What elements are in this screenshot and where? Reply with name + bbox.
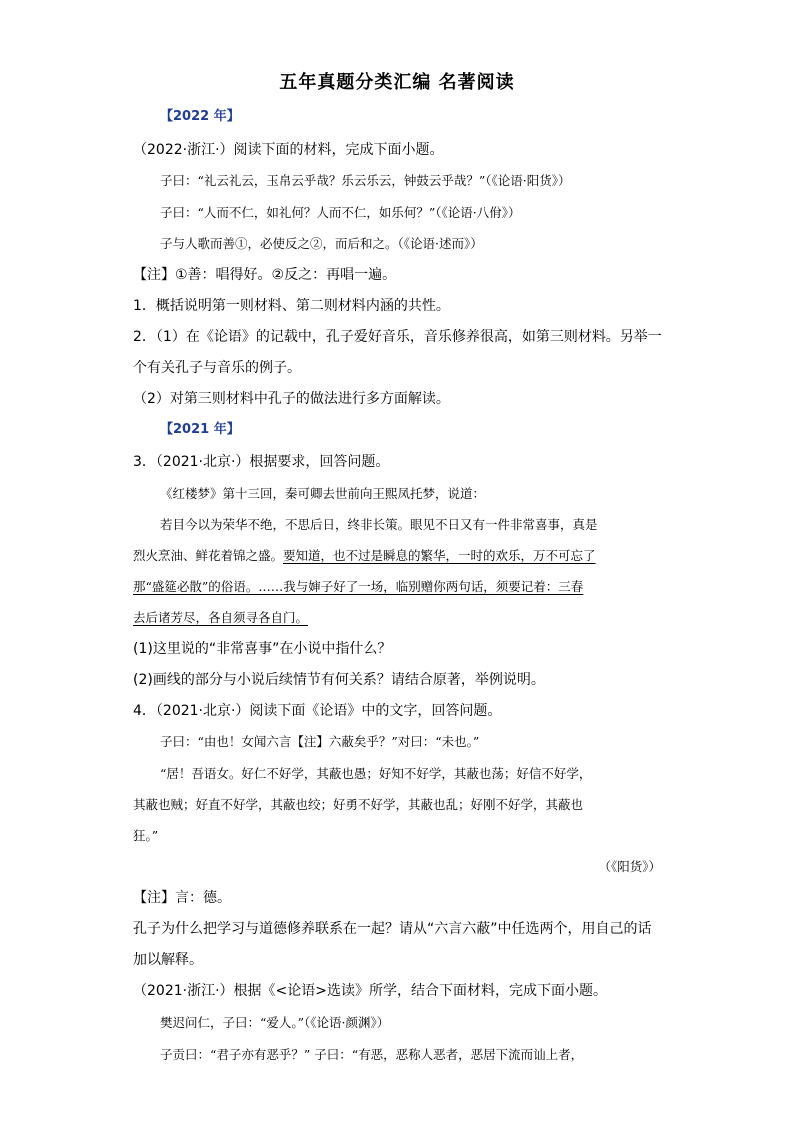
hongloumeng-line-3-underlined: 那“盛筵必散”的俗语。……我与婶子好了一场，临别赠你两句话，须要记着：三春 xyxy=(133,579,584,594)
year-heading-2022: 【2022 年】 xyxy=(160,109,240,124)
question-4-line-2: 加以解释。 xyxy=(133,952,203,968)
hongloumeng-line-2a: 烈火烹油、鲜花着锦之盛。 xyxy=(133,548,284,563)
question-3-sub-1: (1)这里说的“非常喜事”在小说中指什么？ xyxy=(133,641,392,657)
material-2: 子曰：“人而不仁，如礼何？人而不仁，如乐何？”（《论语·八佾》） xyxy=(160,205,521,220)
hongloumeng-line-1: 若目今以为荣华不绝，不思后日，终非长策。眼见不日又有一件非常喜事，真是 xyxy=(160,517,598,532)
hongloumeng-line-2b-underlined: 要知道，也不过是瞬息的繁华，一时的欢乐，万不可忘了 xyxy=(283,548,596,563)
lunyu-line-1: 子曰：“由也！女闻六言【注】六蔽矣乎？”对曰：“未也。” xyxy=(160,734,480,749)
hongloumeng-line-4-underlined: 去后诸芳尽，各自须寻各自门。 xyxy=(133,610,309,625)
material-3: 子与人歌而善①，必使反之②，而后和之。（《论语·述而》） xyxy=(160,236,483,251)
question-4-intro: 4．（2021·北京·）阅读下面《论语》中的文字，回答问题。 xyxy=(133,703,502,719)
year-heading-2021: 【2021 年】 xyxy=(160,422,240,437)
question-2-part1-line2: 个有关孔子与音乐的例子。 xyxy=(133,360,301,376)
question-5-intro: （2021·浙江·）根据《<论语>选读》所学，结合下面材料，完成下面小题。 xyxy=(133,983,607,999)
lunyu-line-6: 子贡曰：“君子亦有恶乎？” 子曰：“有恶，恶称人恶者，恶居下流而讪上者， xyxy=(160,1047,584,1062)
question-intro-2022-zhejiang: （2022·浙江·）阅读下面的材料，完成下面小题。 xyxy=(133,142,444,158)
lunyu-line-2: “居！吾语女。好仁不好学，其蔽也愚；好知不好学，其蔽也荡；好信不好学， xyxy=(160,766,592,781)
question-2-part1-line1: 2．（1）在《论语》的记载中，孔子爱好音乐，音乐修养很高，如第三则材料。另举一 xyxy=(133,329,662,345)
question-3-intro: 3．（2021·北京·）根据要求，回答问题。 xyxy=(133,454,390,470)
material-1: 子曰：“礼云礼云，玉帛云乎哉？乐云乐云，钟鼓云乎哉？”（《论语·阳货》） xyxy=(160,173,571,188)
note-2022: 【注】①善：唱得好。②反之：再唱一遍。 xyxy=(133,267,397,283)
lunyu-source: （《阳货》） xyxy=(598,859,661,874)
hongloumeng-intro: 《红楼梦》第十三回，秦可卿去世前向王熙凤托梦，说道： xyxy=(160,486,486,501)
hongloumeng-line-2 xyxy=(133,546,661,566)
question-2-part2: （2）对第三则材料中孔子的做法进行多方面解读。 xyxy=(133,391,450,407)
note-2021: 【注】言：德。 xyxy=(133,890,231,906)
hongloumeng-line-4 xyxy=(133,608,661,628)
question-1: 1．概括说明第一则材料、第二则材料内涵的共性。 xyxy=(133,298,450,314)
question-4-line-1: 孔子为什么把学习与道德修养联系在一起？请从“六言六蔽”中任选两个，用自己的话 xyxy=(133,921,652,937)
lunyu-line-4: 狂。” xyxy=(133,828,159,843)
question-3-sub-2: (2)画线的部分与小说后续情节有何关系？请结合原著，举例说明。 xyxy=(133,672,545,688)
page-title: 五年真题分类汇编 名著阅读 xyxy=(279,72,515,93)
lunyu-line-3: 其蔽也贼；好直不好学，其蔽也绞；好勇不好学，其蔽也乱；好刚不好学，其蔽也 xyxy=(133,797,584,812)
lunyu-line-5: 樊迟问仁，子曰：“爱人。”（《论语·颜渊》） xyxy=(160,1015,390,1030)
